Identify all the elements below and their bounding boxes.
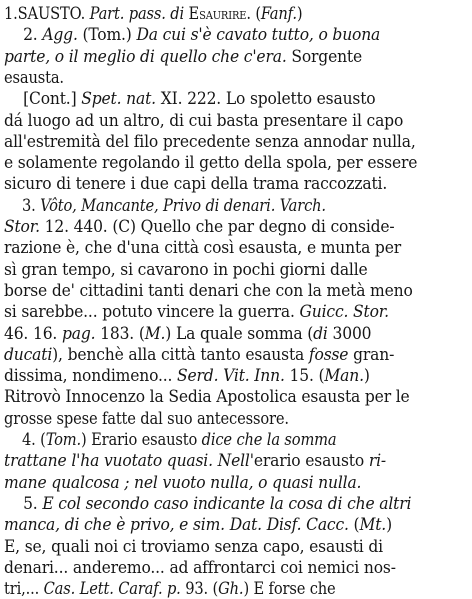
text-segment: gran- xyxy=(348,344,395,364)
text-segment: ) E forse che xyxy=(243,579,336,599)
text-segment: Fanf. xyxy=(260,4,297,23)
text-segment: ) xyxy=(363,366,370,386)
text-segment: 3000 xyxy=(327,323,372,343)
text-segment: Agg. xyxy=(42,25,78,45)
text-segment: (Tom.) xyxy=(77,25,137,45)
text-segment: all'estremità del filo precedente senza annodar nulla, xyxy=(4,131,416,151)
text-segment: dice che la somma xyxy=(201,430,337,449)
text-segment: 46. 16. xyxy=(4,323,62,343)
text-segment: 15. ( xyxy=(284,366,325,386)
text-segment: erario esausto xyxy=(253,451,369,471)
text-segment: e solamente regolando il getto della spola, per essere xyxy=(4,153,418,173)
text-segment: 93. ( xyxy=(180,579,219,599)
text-segment: Gh. xyxy=(218,579,244,599)
text-segment: sì gran tempo, si cavarono in pochi giorni dalle xyxy=(4,259,368,279)
text-segment: XI. 222. Lo spoletto esausto xyxy=(155,89,376,109)
text-segment: ducati xyxy=(4,344,53,364)
text-segment: 5. xyxy=(4,493,43,513)
text-segment: Man. xyxy=(324,366,364,386)
text-segment: Vôto, Mancante, Privo di denari. Varch. xyxy=(40,195,326,215)
text-segment: Ritrovò Innocenzo la Sedia Apostolica esausta per le xyxy=(4,387,410,407)
text-segment: E, se, quali noi ci troviamo senza capo, esausti di xyxy=(4,536,383,556)
text-segment: Guicc. Stor. xyxy=(299,302,389,322)
text-segment: 2. xyxy=(4,25,43,45)
text-segment: ) xyxy=(296,4,303,23)
text-segment: sicuro di tenere i due capi della trama raccozzati. xyxy=(4,174,388,194)
text-segment: Sorgente xyxy=(286,46,363,66)
text-segment: ), benchè alla città tanto esausta xyxy=(52,344,309,364)
text-segment: razione è, che d'una città così esausta, e munta per xyxy=(4,238,402,258)
text-segment: Mt. xyxy=(359,515,387,535)
text-line xyxy=(4,577,470,599)
text-segment: . ( xyxy=(246,4,261,23)
text-segment: Da cui s'è cavato tutto, o buona xyxy=(136,25,381,45)
text-segment: di xyxy=(313,323,328,343)
text-segment: Serd. Vit. Inn. xyxy=(177,366,285,386)
text-segment: Tom. xyxy=(45,430,82,449)
text-segment: tri,... xyxy=(4,579,44,599)
text-segment: E col secondo caso indicante la cosa di che altri xyxy=(42,493,412,513)
text-segment: Stor. xyxy=(4,217,40,236)
text-segment: si sarebbe... potuto vincere la guerra. xyxy=(4,302,300,322)
text-segment: pag. xyxy=(61,323,96,343)
text-segment: ri- xyxy=(368,451,387,471)
text-segment: manca, di che è privo, e sim. Dat. Disf. Cacc. xyxy=(4,515,349,535)
text-segment: dá luogo ad un altro, di cui basta presentare il capo xyxy=(4,110,404,130)
text-segment: 1.SAUSTO. xyxy=(4,4,90,23)
text-segment: Cas. Lett. Caraf. p. xyxy=(43,579,181,599)
text-segment: ( xyxy=(348,515,360,535)
text-segment: ) Erario esausto xyxy=(81,430,202,449)
text-segment: esausta. xyxy=(4,67,64,87)
text-segment: Part. pass. di xyxy=(89,4,189,23)
text-segment: ) xyxy=(386,515,392,535)
text-segment: Spet. nat. xyxy=(81,89,156,109)
text-segment: 12. 440. (C) Quello che par degno di conside- xyxy=(39,217,395,236)
text-segment: 4. ( xyxy=(4,430,46,449)
text-segment: [Cont.] xyxy=(4,89,82,109)
text-segment: parte, o il meglio di quello che c'era. xyxy=(4,46,287,66)
dictionary-page xyxy=(4,0,470,599)
text-segment: borse de' cittadini tanti denari che con la metà meno xyxy=(4,280,413,300)
text-segment: Esaurire xyxy=(188,4,247,23)
text-segment: ) La quale somma ( xyxy=(165,323,314,343)
text-segment: trattane l'ha vuotato quasi. Nell' xyxy=(4,451,254,471)
text-segment: 183. ( xyxy=(95,323,145,343)
text-segment: M. xyxy=(144,323,166,343)
text-segment: fosse xyxy=(308,344,349,364)
text-segment: grosse spese fatte dal suo antecessore. xyxy=(4,408,289,428)
text-segment: mane qualcosa ; nel vuoto nulla, o quasi nulla. xyxy=(4,472,362,492)
text-segment: dissima, nondimeno... xyxy=(4,366,178,386)
text-segment: denari... anderemo... ad affrontarci coi nemici nos- xyxy=(4,557,396,577)
text-segment: 3. xyxy=(4,195,41,215)
